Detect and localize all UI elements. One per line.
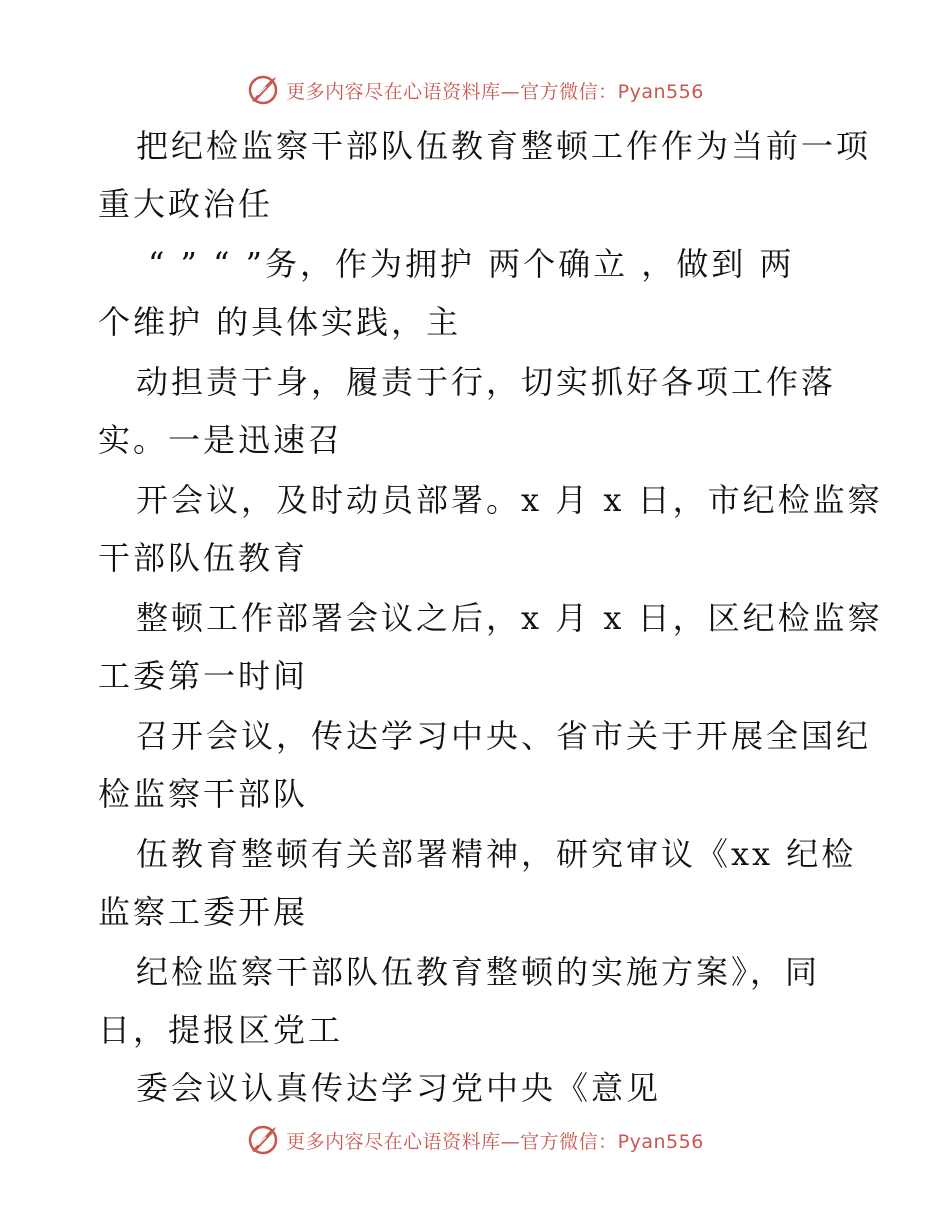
text-line: 伍教育整顿有关部署精神，研究审议《xx 纪检 xyxy=(136,835,857,873)
watermark-text: 更多内容尽在心语资料库—官方微信：Pyan556 xyxy=(286,1130,704,1153)
text-line: 监察工委开展 xyxy=(98,893,309,931)
text-line: 整顿工作部署会议之后，x 月 x 日，区纪检监察 xyxy=(136,599,883,637)
text-line: 开会议，及时动员部署。x 月 x 日，市纪检监察 xyxy=(136,481,883,519)
text-line: 干部队伍教育 xyxy=(98,539,309,577)
text-line: 日，提报区党工 xyxy=(98,1011,344,1049)
text-line: 把纪检监察干部队伍教育整顿工作作为当前一项 xyxy=(136,127,872,165)
text-line: 重大政治任 xyxy=(98,185,274,223)
text-line: 召开会议，传达学习中央、省市关于开展全国纪 xyxy=(136,717,872,755)
text-line: 工委第一时间 xyxy=(98,657,309,695)
text-line: 纪检监察干部队伍教育整顿的实施方案》，同 xyxy=(136,953,821,991)
text-line: 动担责于身，履责于行，切实抓好各项工作落 xyxy=(136,363,837,401)
text-line: 委会议认真传达学习党中央《意见 xyxy=(136,1069,662,1107)
quill-pen-logo-icon xyxy=(246,1123,280,1157)
text-line: 检监察干部队 xyxy=(98,775,309,813)
text-line: “ ” “ ”务，作为拥护 两个确立 ，做到 两 xyxy=(148,245,795,283)
watermark-text: 更多内容尽在心语资料库—官方微信：Pyan556 xyxy=(286,80,704,103)
footer-watermark xyxy=(0,1120,950,1160)
text-line: 个维护 的具体实践，主 xyxy=(98,303,462,341)
text-line: 实。一是迅速召 xyxy=(98,421,344,459)
